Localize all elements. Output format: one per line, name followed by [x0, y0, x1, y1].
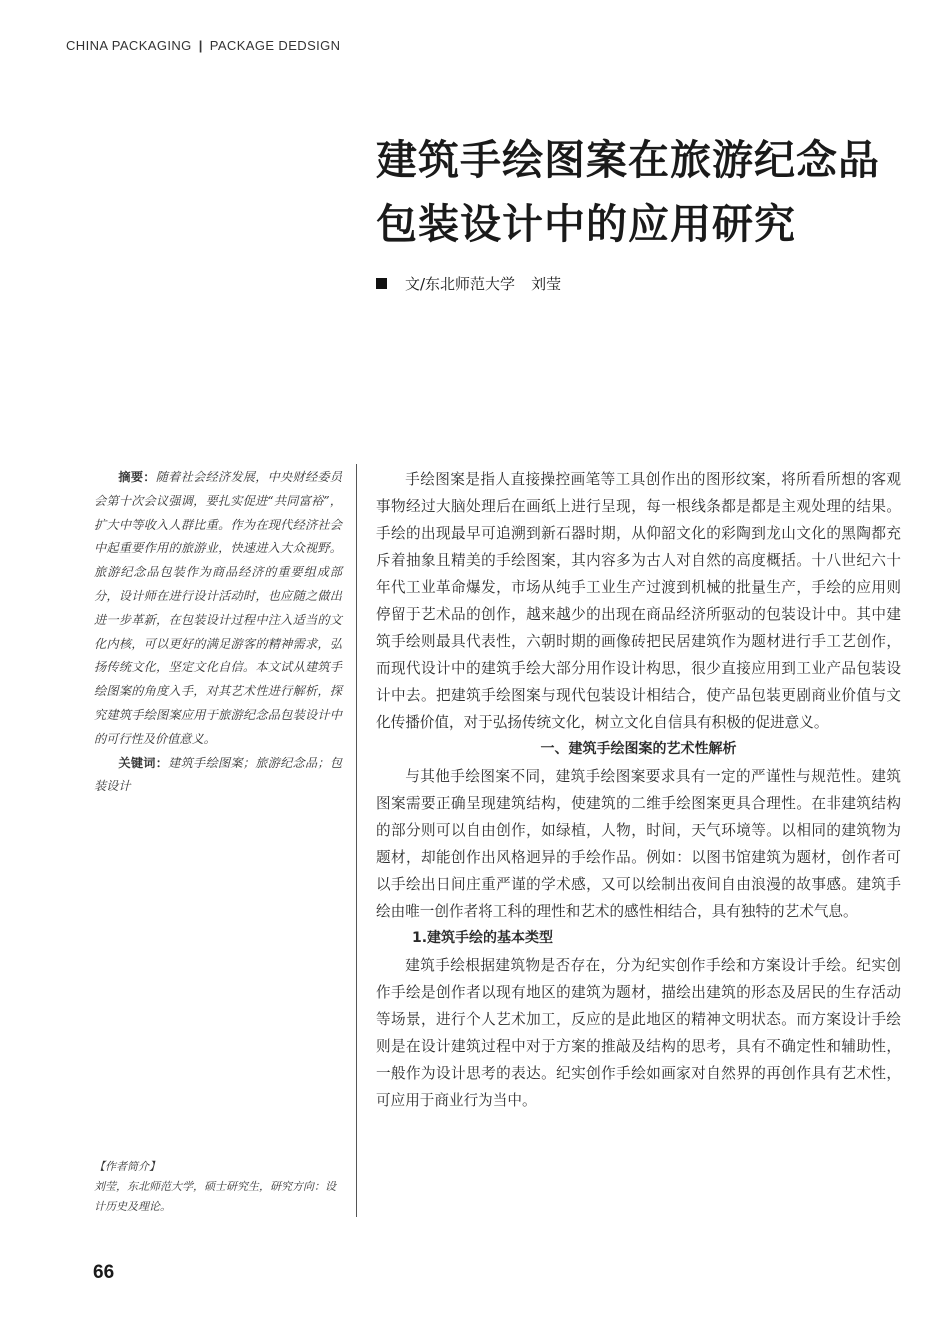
journal-name: CHINA PACKAGING: [66, 38, 192, 53]
bio-text: 刘莹，东北师范大学，硕士研究生，研究方向：设计历史及理论。: [94, 1180, 336, 1213]
abstract-sidebar: [94, 466, 342, 799]
main-body: [376, 466, 901, 1114]
keywords-text: 建筑手绘图案；旅游纪念品；包装设计: [94, 755, 343, 794]
abstract-label: 摘要：: [118, 470, 156, 484]
byline-square-icon: [376, 278, 387, 289]
author-bio: [94, 1157, 342, 1217]
section-heading: 一、建筑手绘图案的艺术性解析: [540, 741, 737, 757]
header-separator: |: [198, 38, 203, 53]
article-title: 建筑手绘图案在旅游纪念品包装设计中的应用研究: [376, 136, 880, 248]
keywords: [94, 752, 342, 800]
section-name: PACKAGE DEDSIGN: [209, 38, 341, 53]
section-paragraph: 与其他手绘图案不同，建筑手绘图案要求具有一定的严谨性与规范性。建筑图案需要正确呈现建筑结构，使建筑的二维手绘图案更具合理性。在非建筑结构的部分则可以自由创作，如绿植，人物，时间，天气环境等。以相同的建筑物为题材，却能创作出风格迥异的手绘作品。例如：以图书馆建筑为题材，创作者可以手绘出日间庄重严谨的学术感，又可以绘制出夜间自由浪漫的故事感。建筑手绘由唯一创作者将工科的理性和艺术的感性相结合，具有独特的艺术气息。: [376, 768, 901, 920]
byline: [376, 273, 561, 294]
subsection-paragraph: 建筑手绘根据建筑物是否存在，分为纪实创作手绘和方案设计手绘。纪实创作手绘是创作者以现有地区的建筑为题材，描绘出建筑的形态及居民的生存活动等场景，进行个人艺术加工，反应的是此地区的精神文明状态。而方案设计手绘则是在设计建筑过程中对于方案的推敲及结构的思考，具有不确定性和辅助性，一般作为设计思考的表达。纪实创作手绘如画家对自然界的再创作具有艺术性，可应用于商业行为当中。: [376, 957, 901, 1109]
keywords-label: 关键词：: [118, 755, 169, 770]
page-number: 66: [93, 1262, 115, 1283]
abstract: [94, 466, 342, 752]
column-divider: [356, 464, 357, 1217]
running-header: [66, 38, 340, 53]
intro-paragraph: 手绘图案是指人直接操控画笔等工具创作出的图形纹案，将所看所想的客观事物经过大脑处理后在画纸上进行呈现，每一根线条都是都是主观处理的结果。手绘的出现最早可追溯到新石器时期，从仰韶文化的彩陶到龙山文化的黑陶都充斥着抽象且精美的手绘图案，其内容多为古人对自然的高度概括。十八世纪六十年代工业革命爆发，市场从纯手工业生产过渡到机械的批量生产，手绘的应用则停留于艺术品的创作，越来越少的出现在商品经济所驱动的包装设计中。其中建筑手绘则最具代表性，六朝时期的画像砖把民居建筑作为题材进行手工艺创作，而现代设计中的建筑手绘大部分用作设计构思，很少直接应用到工业产品包装设计中去。把建筑手绘图案与现代包装设计相结合，使产品包装更剧商业价值与文化传播价值，对于弘扬传统文化，树立文化自信具有积极的促进意义。: [376, 471, 901, 731]
bio-label: 【作者简介】: [94, 1160, 160, 1173]
byline-affiliation: 文/东北师范大学: [405, 275, 516, 293]
subsection-heading: 1.建筑手绘的基本类型: [412, 930, 554, 946]
abstract-text: 随着社会经济发展，中央财经委员会第十次会议强调，要扎实促进“共同富裕”，扩大中等收入人群比重。作为在现代经济社会中起重要作用的旅游业，快速进入大众视野。旅游纪念品包装作为商品经济的重要组成部分，设计师在进行设计活动时，也应随之做出进一步革新，在包装设计过程中注入适当的文化内核，可以更好的满足游客的精神需求，弘扬传统文化，坚定文化自信。本文试从建筑手绘图案的角度入手，对其艺术性进行解析，探究建筑手绘图案应用于旅游纪念品包装设计中的可行性及价值意义。: [94, 470, 343, 746]
byline-author: 刘莹: [531, 275, 562, 293]
